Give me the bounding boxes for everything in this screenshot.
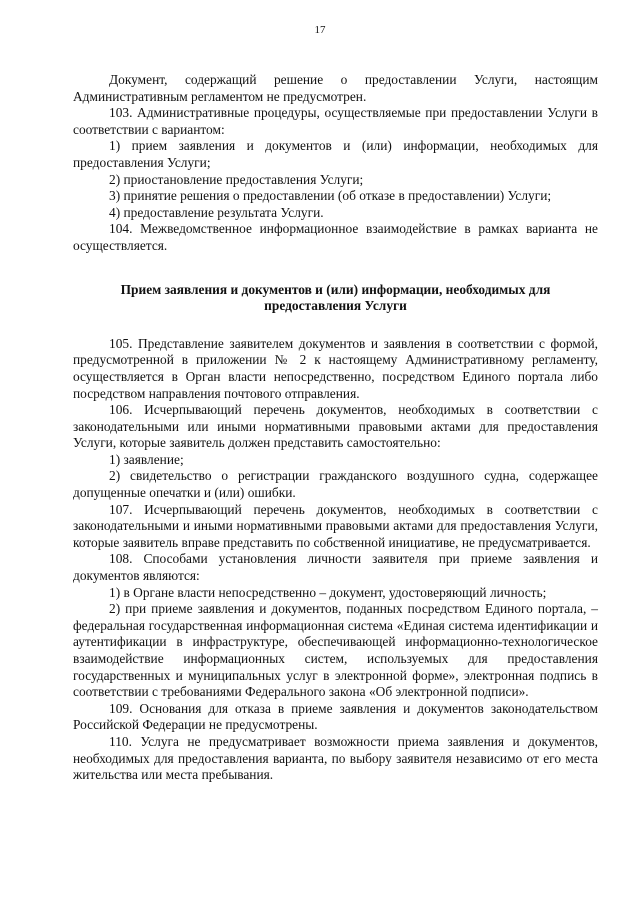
paragraph: Документ, содержащий решение о предоставлении Услуги, настоящим Административным регламентом не предусмотрен. <box>73 72 598 104</box>
paragraph-110: 110. Услуга не предусматривает возможности приема заявления и документов, необходимых для предоставления варианта, по выбору заявителя независимо от его места жительства или места пребывания. <box>73 733 598 783</box>
list-item-1: 1) заявление; <box>109 451 184 467</box>
paragraph-106: 106. Исчерпывающий перечень документов, необходимых в соответствии с законодательными или иными нормативными правовыми актами для предоставления Услуги, которые заявитель должен представить самостоятельно: <box>73 402 598 451</box>
paragraph-108: 108. Способами установления личности заявителя при приеме заявления и документов являются: <box>73 551 598 584</box>
page-number: 17 <box>314 24 326 36</box>
paragraph-103: 103. Административные процедуры, осуществляемые при предоставлении Услуги в соответствии с вариантом: <box>73 105 598 137</box>
list-item-3: 3) принятие решения о предоставлении (об отказе в предоставлении) Услуги; <box>109 188 552 204</box>
list-item-1: 1) в Органе власти непосредственно – документ, удостоверяющий личность; <box>109 584 547 600</box>
list-item-2: 2) свидетельство о регистрации гражданского воздушного судна, содержащее допущенные опечатки и (или) ошибки. <box>73 468 598 501</box>
paragraph-109: 109. Основания для отказа в приеме заявления и документов законодательством Российской Федерации не предусмотрены. <box>73 700 598 733</box>
list-item-2: 2) при приеме заявления и документов, поданных посредством Единого портала, – федеральная государственная информационная система «Единая система идентификации и аутентификации в инфраструктуре, обеспечивающей информационно-технологическое взаимодействие информационных систем, используемых для предоставления государственных и муниципальных услуг в электронной форме», электронная подпись в соответствии с требованиями Федерального закона «Об электронной подписи». <box>73 601 598 700</box>
list-item-2: 2) приостановление предоставления Услуги; <box>109 171 364 187</box>
list-item-4: 4) предоставление результата Услуги. <box>109 204 324 220</box>
paragraph-107: 107. Исчерпывающий перечень документов, необходимых в соответствии с законодательными и иными нормативными правовыми актами для предоставления Услуги, которые заявитель вправе представить по собственной инициативе, не предусматривается. <box>73 501 598 550</box>
document-body <box>73 72 598 784</box>
list-item-1: 1) прием заявления и документов и (или) информации, необходимых для предоставления Услуги; <box>73 138 598 170</box>
section-heading: Прием заявления и документов и (или) информации, необходимых для предоставления Услуги <box>120 281 551 314</box>
paragraph-104: 104. Межведомственное информационное взаимодействие в рамках варианта не осуществляется. <box>73 221 598 253</box>
paragraph-105: 105. Представление заявителем документов и заявления в соответствии с формой, предусмотренной в приложении № 2 к настоящему Административному регламенту, осуществляется в Орган власти непосредственно, посредством Единого портала либо посредством направления почтового отправления. <box>73 335 598 401</box>
